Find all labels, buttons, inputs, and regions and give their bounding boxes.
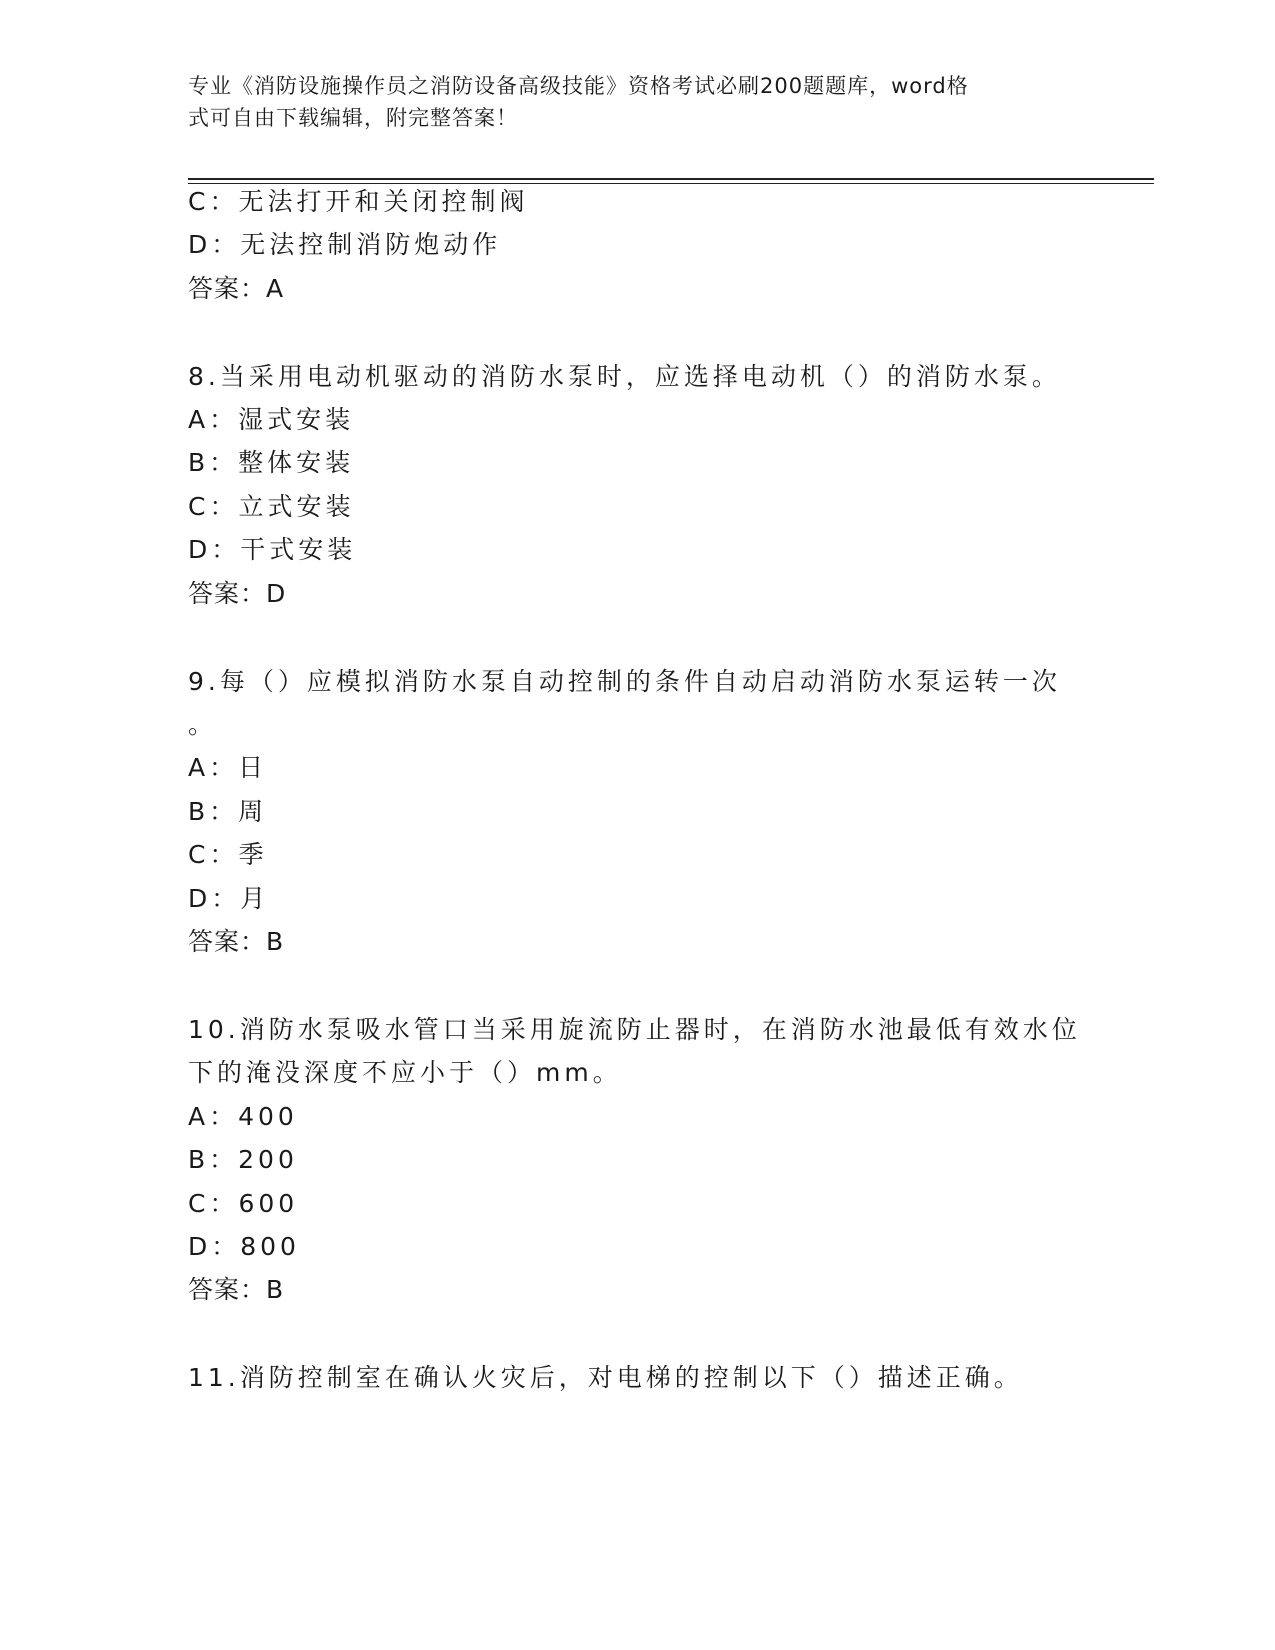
question-9-text: 9.每（）应模拟消防水泵自动控制的条件自动启动消防水泵运转一次 (188, 667, 1061, 696)
question-9-option-d: D：月 (188, 884, 270, 913)
question-11-text: 11.消防控制室在确认火灾后，对电梯的控制以下（）描述正确。 (188, 1363, 1023, 1392)
question-10-text-cont: 下的淹没深度不应小于（）mm。 (188, 1058, 622, 1087)
question-10-option-b: B：200 (188, 1145, 298, 1174)
question-8-option-d: D：干式安装 (188, 535, 357, 564)
question-8-answer: 答案：D (188, 579, 287, 608)
option-d: D：无法控制消防炮动作 (188, 230, 502, 259)
question-10-option-a: A：400 (188, 1102, 298, 1131)
question-8-option-b: B：整体安装 (188, 448, 355, 477)
header-line-1: 专业《消防设施操作员之消防设备高级技能》资格考试必刷200题题库，word格 (188, 74, 969, 98)
option-c: C：无法打开和关闭控制阀 (188, 187, 529, 216)
question-9-text-cont: 。 (188, 710, 218, 739)
question-9-option-a: A：日 (188, 753, 268, 782)
header-line-2: 式可自由下载编辑，附完整答案！ (188, 106, 518, 130)
header-divider-thin (188, 183, 1154, 184)
question-9-option-b: B：周 (188, 797, 268, 826)
question-9-option-c: C：季 (188, 840, 268, 869)
question-10-answer: 答案：B (188, 1275, 285, 1304)
question-8-option-c: C：立式安装 (188, 492, 355, 521)
question-9-answer: 答案：B (188, 927, 285, 956)
question-10-option-d: D：800 (188, 1232, 300, 1261)
question-8-option-a: A：湿式安装 (188, 405, 355, 434)
question-10-option-c: C：600 (188, 1189, 299, 1218)
document-header (188, 70, 1068, 134)
question-10-text: 10.消防水泵吸水管口当采用旋流防止器时，在消防水池最低有效水位 (188, 1015, 1081, 1044)
answer: 答案：A (188, 274, 285, 303)
question-8-text: 8.当采用电动机驱动的消防水泵时，应选择电动机（）的消防水泵。 (188, 362, 1061, 391)
header-divider-thick (188, 178, 1154, 180)
